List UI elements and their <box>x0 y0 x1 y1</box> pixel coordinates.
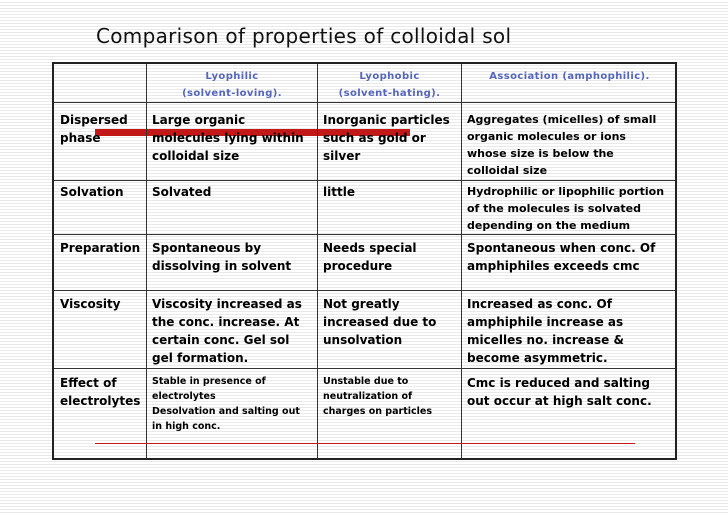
cell-lyophilic <box>152 295 302 367</box>
cell-line: neutralization of <box>323 391 413 402</box>
cell-line: organic molecules or ions <box>467 130 626 143</box>
column-divider <box>146 64 147 458</box>
cell-line: colloidal size <box>152 149 240 163</box>
red-underline <box>95 443 635 444</box>
row-label-effect-of-electrolytes <box>60 374 140 410</box>
cell-line: procedure <box>323 259 393 273</box>
cell-lyophobic <box>323 295 436 349</box>
cell-line: Inorganic particles <box>323 113 450 127</box>
cell-line: whose size is below the <box>467 147 614 160</box>
cell-line: Unstable due to <box>323 376 409 387</box>
header-lyophobic-line1: Lyophobic <box>359 71 420 82</box>
cell-lyophobic <box>323 183 355 201</box>
cell-line: become asymmetric. <box>467 351 608 365</box>
cell-line: micelles no. increase & <box>467 333 624 347</box>
row-label-dispersed-phase <box>60 111 128 147</box>
row-divider <box>54 290 675 291</box>
header-lyophobic-line2: (solvent-hating). <box>338 88 441 99</box>
cell-line: Cmc is reduced and salting <box>467 376 650 390</box>
header-lyophilic-line2: (solvent-loving). <box>182 88 282 99</box>
header-lyophilic <box>147 68 317 102</box>
row-label-line: Preparation <box>60 241 141 255</box>
cell-lyophobic <box>323 374 432 419</box>
cell-lyophobic <box>323 239 417 275</box>
row-label-line: Dispersed <box>60 113 128 127</box>
cell-lyophilic <box>152 111 304 165</box>
cell-line: electrolytes <box>152 391 216 402</box>
header-lyophilic-line1: Lyophilic <box>205 71 259 82</box>
cell-association <box>467 374 652 410</box>
cell-line: Viscosity increased as <box>152 297 302 311</box>
row-label-line: Solvation <box>60 185 124 199</box>
row-label-line: phase <box>60 131 101 145</box>
cell-lyophilic <box>152 374 300 434</box>
cell-line: silver <box>323 149 361 163</box>
cell-line: Spontaneous by <box>152 241 262 255</box>
cell-line: Aggregates (micelles) of small <box>467 113 657 126</box>
row-label-preparation <box>60 239 140 257</box>
cell-line: Not greatly <box>323 297 400 311</box>
cell-line: such as gold or <box>323 131 426 145</box>
cell-line: out occur at high salt conc. <box>467 394 652 408</box>
cell-line: the conc. increase. At <box>152 315 300 329</box>
cell-association <box>467 239 655 275</box>
column-divider <box>461 64 462 458</box>
cell-line: increased due to <box>323 315 437 329</box>
comparison-table <box>52 62 677 460</box>
cell-line: charges on particles <box>323 406 432 417</box>
cell-lyophilic <box>152 239 291 275</box>
cell-line: of the molecules is solvated <box>467 202 641 215</box>
cell-line: Needs special <box>323 241 417 255</box>
header-association-line1: Association (amphophilic). <box>489 71 650 82</box>
row-divider <box>54 102 675 103</box>
cell-line: Increased as conc. Of <box>467 297 612 311</box>
cell-line: gel formation. <box>152 351 249 365</box>
cell-line: Solvated <box>152 185 212 199</box>
row-divider <box>54 234 675 235</box>
cell-line: Spontaneous when conc. Of <box>467 241 656 255</box>
cell-line: depending on the medium <box>467 219 631 232</box>
cell-line: colloidal size <box>467 164 548 177</box>
cell-lyophilic <box>152 183 211 201</box>
row-label-line: Effect of <box>60 376 117 390</box>
cell-line: certain conc. Gel sol <box>152 333 290 347</box>
cell-association <box>467 111 656 179</box>
cell-association <box>467 295 624 367</box>
row-label-viscosity <box>60 295 121 313</box>
cell-line: molecules lying within <box>152 131 304 145</box>
column-divider <box>317 64 318 458</box>
row-divider <box>54 368 675 369</box>
cell-line: in high conc. <box>152 421 221 432</box>
header-lyophobic <box>318 68 461 102</box>
cell-line: little <box>323 185 355 199</box>
header-association <box>462 68 677 85</box>
cell-line: amphiphile increase as <box>467 315 624 329</box>
cell-line: Desolvation and salting out <box>152 406 300 417</box>
row-divider <box>54 180 675 181</box>
cell-line: Hydrophilic or lipophilic portion <box>467 185 665 198</box>
row-label-line: electrolytes <box>60 394 141 408</box>
cell-line: amphiphiles exceeds cmc <box>467 259 640 273</box>
cell-line: Stable in presence of <box>152 376 266 387</box>
cell-line: dissolving in solvent <box>152 259 292 273</box>
cell-association <box>467 183 664 234</box>
cell-lyophobic <box>323 111 450 165</box>
cell-line: Large organic <box>152 113 246 127</box>
slide-title: Comparison of properties of colloidal sol <box>96 24 512 48</box>
cell-line: unsolvation <box>323 333 403 347</box>
row-label-line: Viscosity <box>60 297 121 311</box>
row-label-solvation <box>60 183 124 201</box>
